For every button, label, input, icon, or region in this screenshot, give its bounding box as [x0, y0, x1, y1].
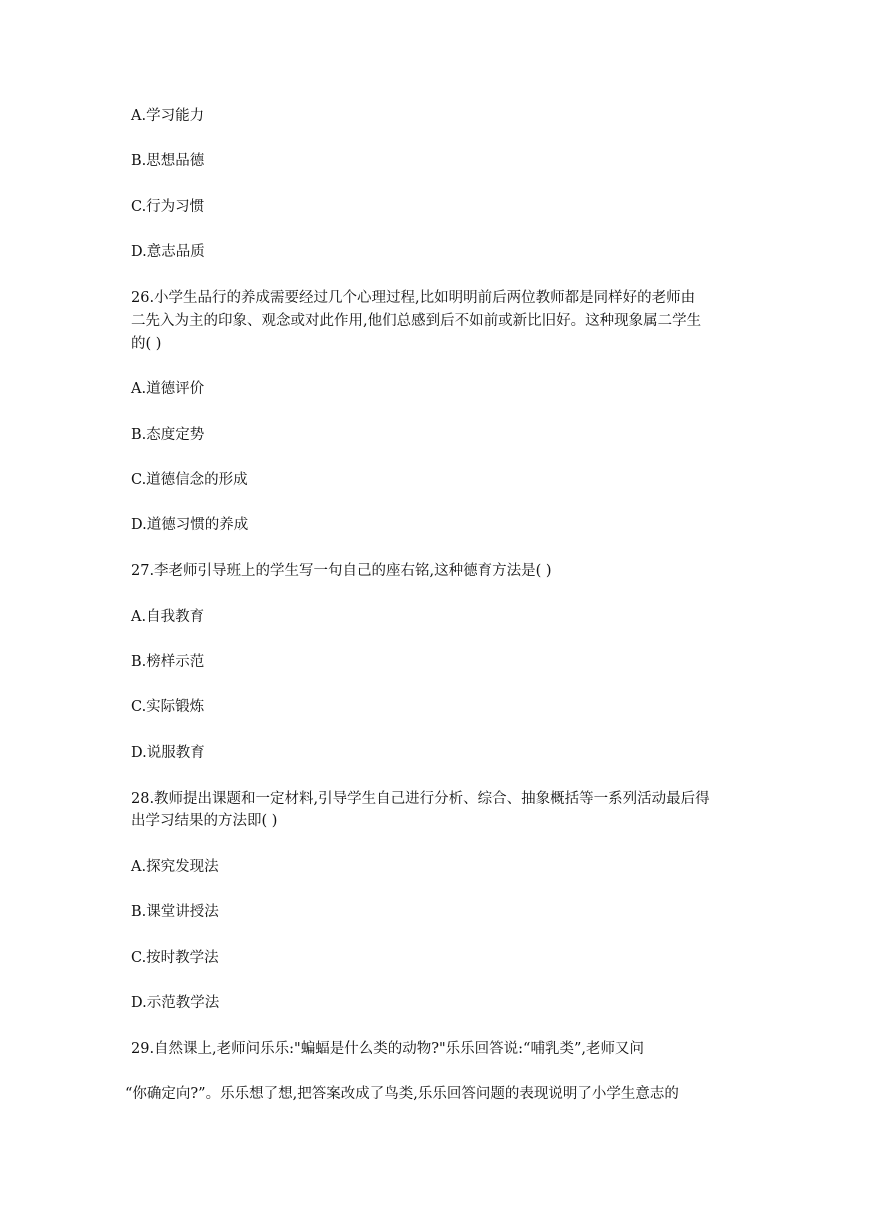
question-28-text-line-2: 出学习结果的方法即( ) — [131, 813, 278, 829]
question-26-text-line-2: 二先入为主的印象、观念或对此作用,他们总感到后不如前或新比旧好。这种现象属二学生 — [131, 313, 702, 329]
question-28-option-a: A.探究发现法 — [131, 859, 219, 875]
question-28-option-d: D.示范教学法 — [131, 995, 220, 1011]
question-27-option-b: B.榜样示范 — [131, 654, 205, 670]
question-28-text-line-1: 28.教师提出课题和一定材料,引导学生自己进行分析、综合、抽象概括等一系列活动最后得 — [131, 791, 710, 807]
question-26-text-line-3: 的( ) — [131, 336, 162, 352]
question-27-option-a: A.自我教育 — [131, 609, 205, 625]
question-29-text-line-2: “你确定向?”。乐乐想了想,把答案改成了鸟类,乐乐回答问题的表现说明了小学生意志的 — [125, 1086, 679, 1102]
prev-option-c: C.行为习惯 — [131, 199, 205, 215]
question-29-text-line-1: 29.自然课上,老师问乐乐:"蝙蝠是什么类的动物?"乐乐回答说:“哺乳类”,老师又问 — [131, 1041, 644, 1057]
question-26-option-c: C.道德信念的形成 — [131, 472, 248, 488]
question-27-option-c: C.实际锻炼 — [131, 699, 205, 715]
question-28-option-c: C.按时教学法 — [131, 950, 219, 966]
prev-option-a: A.学习能力 — [131, 108, 205, 124]
question-26-option-a: A.道德评价 — [131, 381, 205, 397]
question-27-option-d: D.说服教育 — [131, 745, 205, 761]
question-26-option-d: D.道德习惯的养成 — [131, 517, 249, 533]
question-26-option-b: B.态度定势 — [131, 427, 205, 443]
question-26-text-line-1: 26.小学生品行的养成需要经过几个心理过程,比如明明前后两位教师都是同样好的老师由 — [131, 290, 696, 306]
question-27-text: 27.李老师引导班上的学生写一句自己的座右铭,这种德育方法是( ) — [131, 563, 552, 579]
prev-option-d: D.意志品质 — [131, 244, 205, 260]
question-28-option-b: B.课堂讲授法 — [131, 904, 219, 920]
prev-option-b: B.思想品德 — [131, 153, 205, 169]
